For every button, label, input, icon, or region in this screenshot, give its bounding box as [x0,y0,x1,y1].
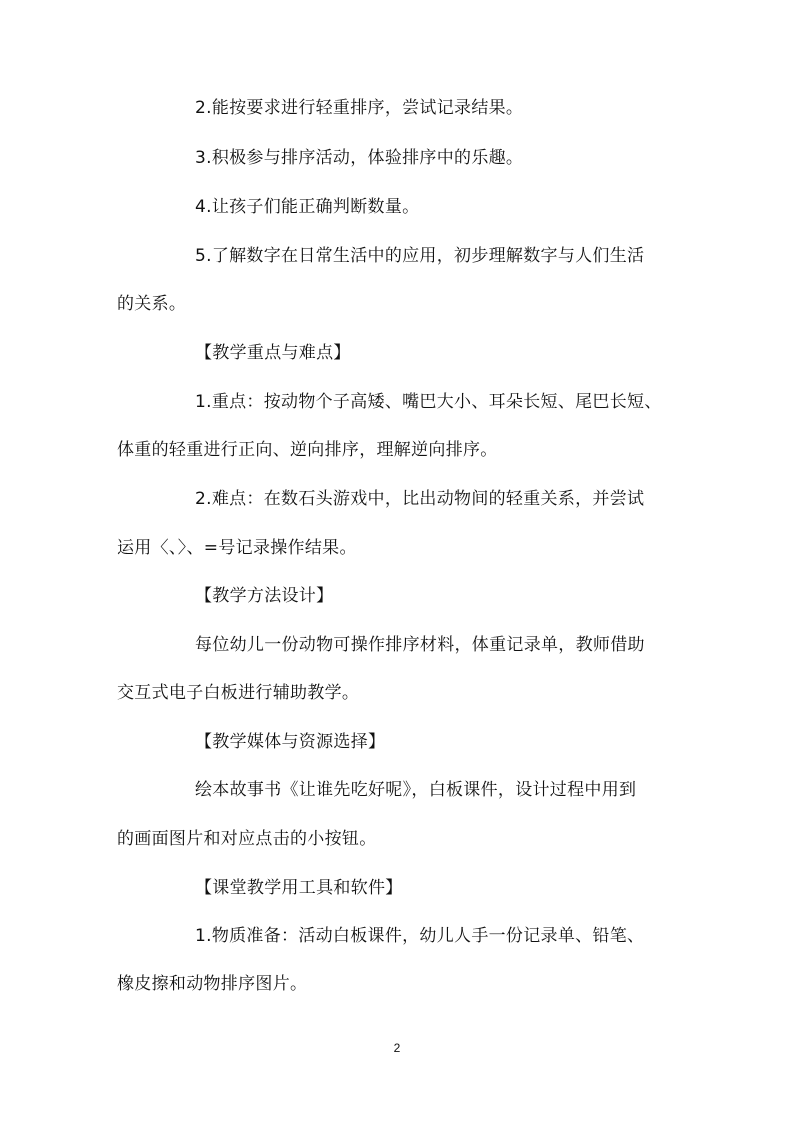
method-text: 每位幼儿一份动物可操作排序材料，体重记录单，教师借助 [195,635,645,655]
page-number: 2 [393,1041,401,1055]
media-text-cont: 的画面图片和对应点击的小按钮。 [117,829,377,849]
section-heading-key-points: 【教学重点与难点】 [195,343,351,363]
tools-text-cont: 橡皮擦和动物排序图片。 [117,974,308,994]
key-point-2-cont: 运用〈、〉、=号记录操作结果。 [117,538,357,558]
key-point-1: 1.重点：按动物个子高矮、嘴巴大小、耳朵长短、尾巴长短、 [195,392,662,412]
objective-4: 4.让孩子们能正确判断数量。 [195,197,420,217]
key-point-2: 2.难点：在数石头游戏中，比出动物间的轻重关系，并尝试 [195,489,645,509]
objective-3: 3.积极参与排序活动，体验排序中的乐趣。 [195,148,524,168]
objective-5: 5.了解数字在日常生活中的应用，初步理解数字与人们生活 [195,246,645,266]
objective-5-cont: 的关系。 [117,294,187,314]
method-text-cont: 交互式电子白板进行辅助教学。 [117,683,360,703]
key-point-1-cont: 体重的轻重进行正向、逆向排序，理解逆向排序。 [117,440,498,460]
media-text: 绘本故事书《让谁先吃好呢》，白板课件，设计过程中用到 [195,780,637,800]
objective-2: 2.能按要求进行轻重排序，尝试记录结果。 [195,98,524,118]
section-heading-media: 【教学媒体与资源选择】 [195,732,386,752]
section-heading-method: 【教学方法设计】 [195,586,334,606]
section-heading-tools: 【课堂教学用工具和软件】 [195,878,403,898]
tools-text: 1.物质准备：活动白板课件，幼儿人手一份记录单、铅笔、 [195,926,645,946]
